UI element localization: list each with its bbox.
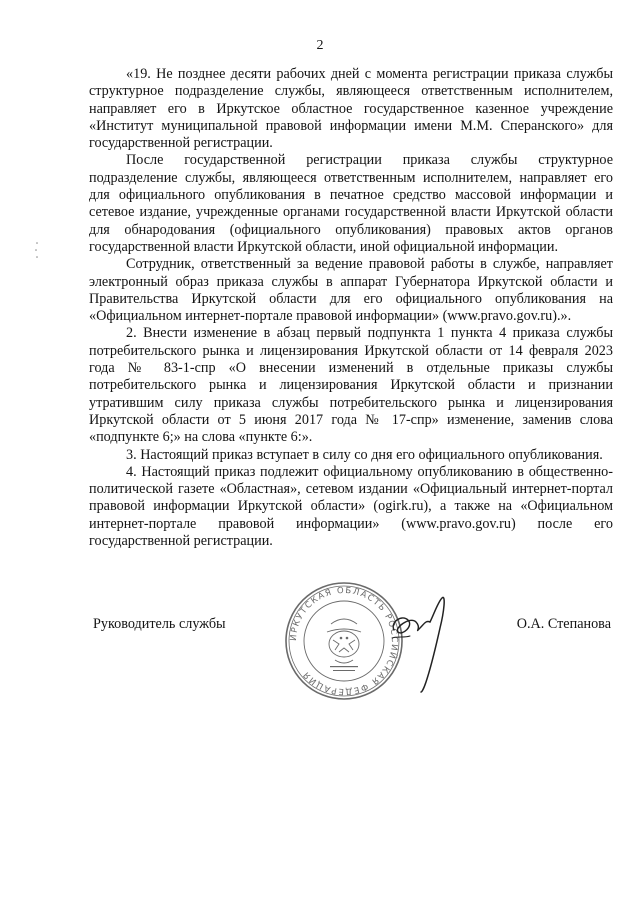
handwritten-signature bbox=[388, 592, 460, 694]
document-body bbox=[89, 66, 613, 550]
page-number: 2 bbox=[316, 38, 324, 53]
signatory-position: Руководитель службы bbox=[93, 616, 226, 632]
paragraph-4: 2. Внести изменение в абзац первый подпункта 1 пункта 4 приказа службы потребительского рынка и лицензирования Иркутской области от 14 февраля 2023 года № 83-1-спр «О внесении изменений в отдельные приказы службы потребительского рынка и лицензирования Иркутской области и признании утратившим силу приказа службы потребительского рынка и лицензирования Иркутской области от 5 июня 2017 года № 17-спр» изменение, заменив слова «подпункте 6;» на слова «пункте 6:». bbox=[89, 325, 613, 446]
paragraph-1: «19. Не позднее десяти рабочих дней с момента регистрации приказа службы структурное подразделение службы, являющееся ответственным исполнителем, направляет его в Иркутское областное государственное казенное учреждение «Институт муниципальной правовой информации имени М.М. Сперанского» для государственной регистрации. bbox=[89, 66, 613, 152]
paragraph-5: 3. Настоящий приказ вступает в силу со дня его официального опубликования. bbox=[126, 446, 603, 463]
seal-outer-text: ИРКУТСКАЯ ОБЛАСТЬ РОССИЙСКАЯ ФЕДЕРАЦИЯ bbox=[288, 585, 400, 697]
paragraph-2: После государственной регистрации приказа службы структурное подразделение службы, являющееся ответственным исполнителем, направляет его для официального опубликования в печатное средство массовой информации и сетевое издание, учрежденные органами государственной власти Иркутской области для обнародования (официального опубликования) правовых актов органов государственной власти Иркутской области, иной официальной информации. bbox=[89, 152, 613, 255]
signatory-name: О.А. Степанова bbox=[516, 616, 611, 632]
margin-mark bbox=[34, 240, 40, 260]
svg-text:ИРКУТСКАЯ ОБЛАСТЬ РОССИЙСКАЯ Ф bbox=[289, 586, 400, 696]
paragraph-6: 4. Настоящий приказ подлежит официальному опубликованию в общественно-политической газете «Областная», сетевом издании «Официальный интернет-портал правовой информации Иркутской области» (ogirk.ru), а также на «Официальном интернет-портале правовой информации» (www.pravo.gov.ru) после его государственной регистрации. bbox=[89, 463, 613, 550]
paragraph-3: Сотрудник, ответственный за ведение правовой работы в службе, направляет электронный образ приказа службы в аппарат Губернатора Иркутской области и Правительства Иркутской области для его официального опубликования на «Официальном интернет-портале правовой информации» (www.pravo.gov.ru).». bbox=[89, 256, 613, 325]
official-seal bbox=[283, 580, 405, 702]
